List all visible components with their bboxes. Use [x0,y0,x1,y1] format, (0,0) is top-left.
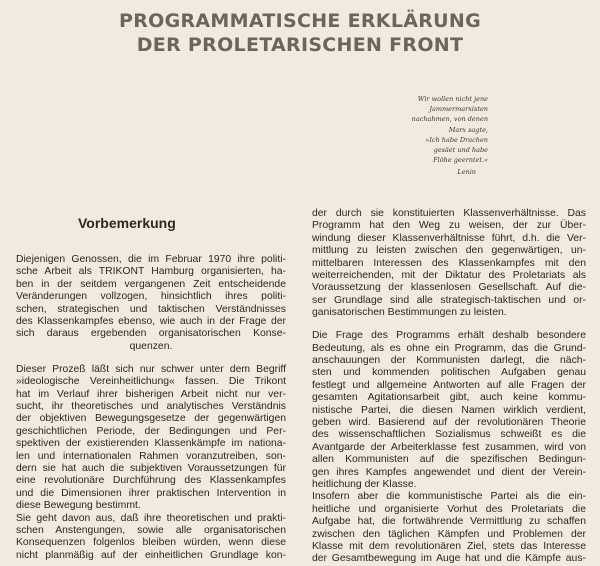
text-line: ganisatorischen Bestimmungen zu leisten. [312,307,507,319]
text-line: des Klassenkampfes ebenso, wie auch in der Frage der [16,316,286,328]
text-line: der durch sie konstituierten Klassenverhältnisse. Das [312,208,586,219]
text-line: Konsequenzen folgenlos bleiben würden, wenn diese [16,537,286,549]
text-line: Sie geht davon aus, daß ihre theoretischen und prakti- [16,512,286,524]
text-line: len und internationalen Rahmen voranzutreiben, son- [16,450,286,462]
text-line: Avantgarde der Arbeiterklasse fest zusammen, wird von [312,441,586,453]
text-line: Bedeutung, als es ohne ein Programm, das die Grund- [312,342,586,354]
epigraph-line: Jammermarxisten [429,105,488,114]
text-line: gesamten Agitationsarbeit gibt, auch keine kommu- [312,392,586,404]
epigraph-line: Marx sagte, [448,125,488,134]
text-line: Veränderungen vollzogen, hinsichtlich ihres politi- [16,291,286,303]
epigraph-line: »Ich habe Drachen [425,135,488,144]
text-line: der objektiven Bewegungsgesetze der gegenwärtigen [16,413,286,425]
epigraph-line: nachahmen, von denen [411,115,488,124]
text-line: Klasse mit dem revolutionären Ziel, stets das Interesse [312,541,586,553]
text-line: hat im Verlauf ihrer bisherigen Arbeit nicht nur ver- [16,388,286,400]
epigraph-line: gesäet und habe [433,146,488,155]
text-line: Dieser Prozeß läßt sich nur schwer unter dem Begriff [16,363,286,375]
page-title-line-2: DER PROLETARISCHEN FRONT [136,34,464,56]
text-line: sten und kommenden politischen Aufgaben genau [312,367,586,379]
epigraph-line: Wir wollen nicht jene [417,95,488,103]
text-line: eine revolutionäre Durchführung des Klassenkampfes [16,475,286,487]
epigraph-line: Flöhe geerntet.« [433,156,488,165]
text-line: des wissenschaftlichen Sozialismus schweißt es die [312,429,586,441]
text-line: dern sie hat auch die subjektiven Voraussetzungen für [16,463,286,474]
section-heading: Vorbemerkung [78,215,176,231]
text-line: Die Frage des Programms erhält deshalb besondere [312,330,586,342]
text-line: Insofern aber die kommunistische Partei als die ein- [312,491,586,503]
text-line: sich daraus ergebenden organisatorischen Konse- [16,328,286,340]
text-line: quenzen. [129,340,173,352]
text-line: heitlichung der Klasse. [312,479,417,491]
text-line: ben in der seitdem vergangenen Zeit entscheidende [16,278,286,290]
text-line: windung dieser Klassenverhältnisse führt, d.h. die Ver- [312,232,586,244]
text-line: und die Dimensionen ihrer praktischen Intervention in [16,487,286,499]
text-line: allen Kommunisten auf die spezifischen Bedingun- [312,454,586,466]
epigraph-author: Lenin [457,168,476,177]
text-line: anschauungen der Kommunisten darlegt, die näch- [312,354,586,366]
text-line: »ideologische Vereinheitlichung« fassen. Die Trikont [16,376,286,388]
epigraph-quote [404,94,488,178]
text-line: geben wird. Basierend auf der revolutionären Theorie [312,417,586,428]
text-line: Aufgabe hat, die fortwährende Vermittlung zu schaffen [312,516,586,528]
text-line: geschichtlichen Periode, der Bedingungen und Per- [16,425,286,437]
text-line: sche Arbeit als TRIKONT Hamburg organisierten, ha- [16,266,286,278]
text-line: schen, strategischen und taktischen Verständnisses [16,303,286,315]
text-line: Programm hat den Weg zu weisen, der zur Über- [312,220,586,232]
text-line: mittlung zu leisten zwischen den gegenwärtigen, un- [312,245,586,257]
right-column [312,208,586,566]
text-line: zwischen den täglichen Kämpfen und Problemen der [312,528,586,540]
text-line: Voraussetzung der klassenlosen Gesellschaft. Auf die- [312,282,586,294]
text-line: diese Bewegung bestimmt. [16,500,141,512]
text-line: weiterreichenden, mit der Diktatur des Proletariats als [312,270,586,282]
page-title-line-1: PROGRAMMATISCHE ERKLÄRUNG [118,10,482,32]
text-line: festlegt und allgemeine Antworten auf alle Fragen der [312,379,586,391]
left-column [16,254,286,562]
text-line: mittelbaren Interessen des Klassenkampfes mit den [312,257,586,269]
text-line: spektiven der existierenden Klassenkämpfe im nationa- [16,438,286,450]
text-line: sucht, ihr theoretisches und analytisches Verständnis [16,400,286,412]
text-line: der Gesamtbewegung im Auge hat und die Kämpfe aus- [312,553,586,565]
text-line: Diejenigen Genossen, die im Februar 1970 ihre politi- [16,254,286,265]
text-line: heitliche und organisierte Vorhut des Proletariats die [312,503,586,515]
text-line: nistische Partei, die diesen Namen wirklich verdient, [312,404,586,416]
text-line: schen Anstengungen, sowie alle organisatorischen [16,525,286,537]
text-line: nicht planmäßig auf der einheitlichen Grundlage kon- [16,549,286,561]
text-line: gen ihres Kampfes angewendet und dient der Verein- [312,466,586,478]
text-line: ser Grundlage sind alle strategisch-taktischen und or- [312,294,586,306]
